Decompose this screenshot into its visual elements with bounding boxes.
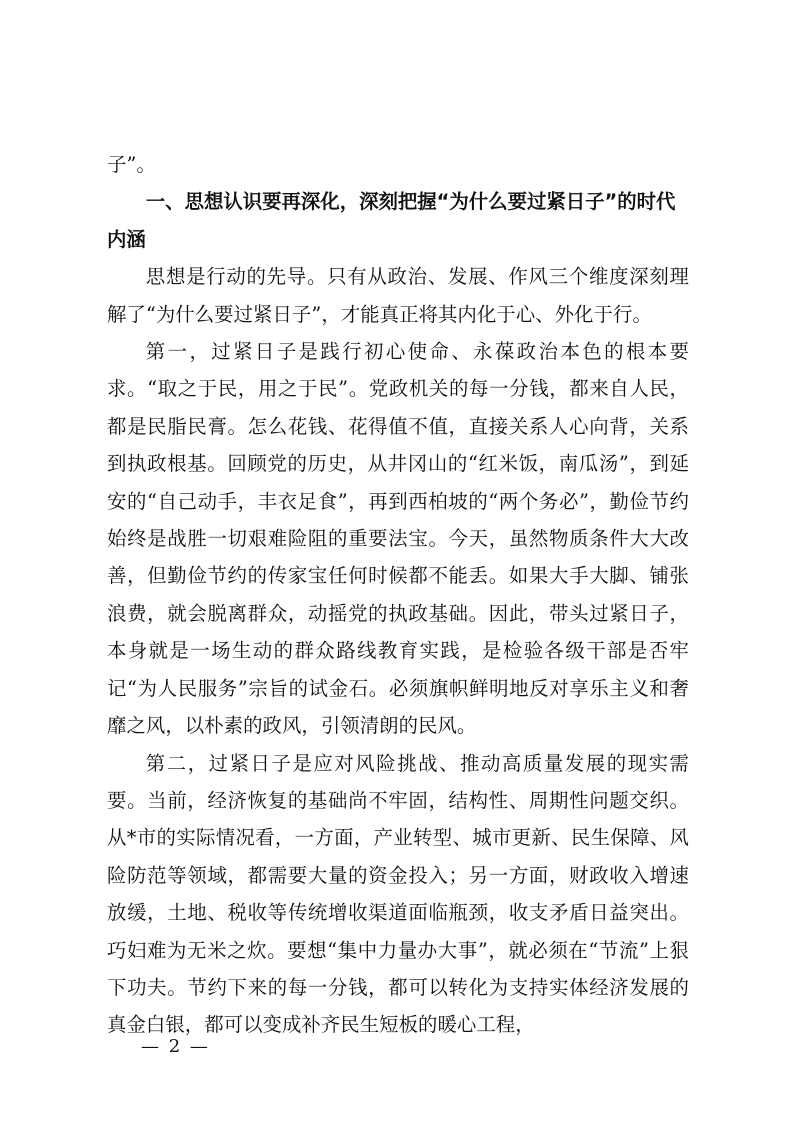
page-number: — 2 — bbox=[141, 1036, 210, 1057]
document-body bbox=[107, 146, 689, 1044]
lead-in-text: 子”。 bbox=[107, 153, 156, 176]
paragraph-intro: 思想是行动的先导。只有从政治、发展、作风三个维度深刻理解了“为什么要过紧日子”，才能真正将其内化于心、外化于行。 bbox=[107, 265, 689, 326]
paragraph-first-point: 第一，过紧日子是践行初心使命、永葆政治本色的根本要求。“取之于民，用之于民”。党政机关的每一分钱，都来自人民，都是民脂民膏。怎么花钱、花得值不值，直接关系人心向背，关系到执政根基。回顾党的历史，从井冈山的“红米饭，南瓜汤”，到延安的“自己动手，丰衣足食”，再到西柏坡的“两个务必”，勤俭节约始终是战胜一切艰难险阻的重要法宝。今天，虽然物质条件大大改善，但勤俭节约的传家宝任何时候都不能丢。如果大手大脚、铺张浪费，就会脱离群众，动摇党的执政基础。因此，带头过紧日子，本身就是一场生动的群众路线教育实践，是检验各级干部是否牢记“为人民服务”宗旨的试金石。必须旗帜鲜明地反对享乐主义和奢靡之风，以朴素的政风，引领清朗的民风。 bbox=[107, 340, 689, 738]
section-heading: 一、思想认识要再深化，深刻把握“为什么要过紧日子”的时代内涵 bbox=[107, 190, 676, 251]
paragraph-second-point: 第二，过紧日子是应对风险挑战、推动高质量发展的现实需要。当前，经济恢复的基础尚不牢固，结构性、周期性问题交织。从*市的实际情况看，一方面，产业转型、城市更新、民生保障、风险防范等领域，都需要大量的资金投入；另一方面，财政收入增速放缓，土地、税收等传统增收渠道面临瓶颈，收支矛盾日益突出。巧妇难为无米之炊。要想“集中力量办大事”，就必须在“节流”上狠下功夫。节约下来的每一分钱，都可以转化为支持实体经济发展的真金白银，都可以变成补齐民生短板的暖心工程， bbox=[107, 751, 689, 1037]
